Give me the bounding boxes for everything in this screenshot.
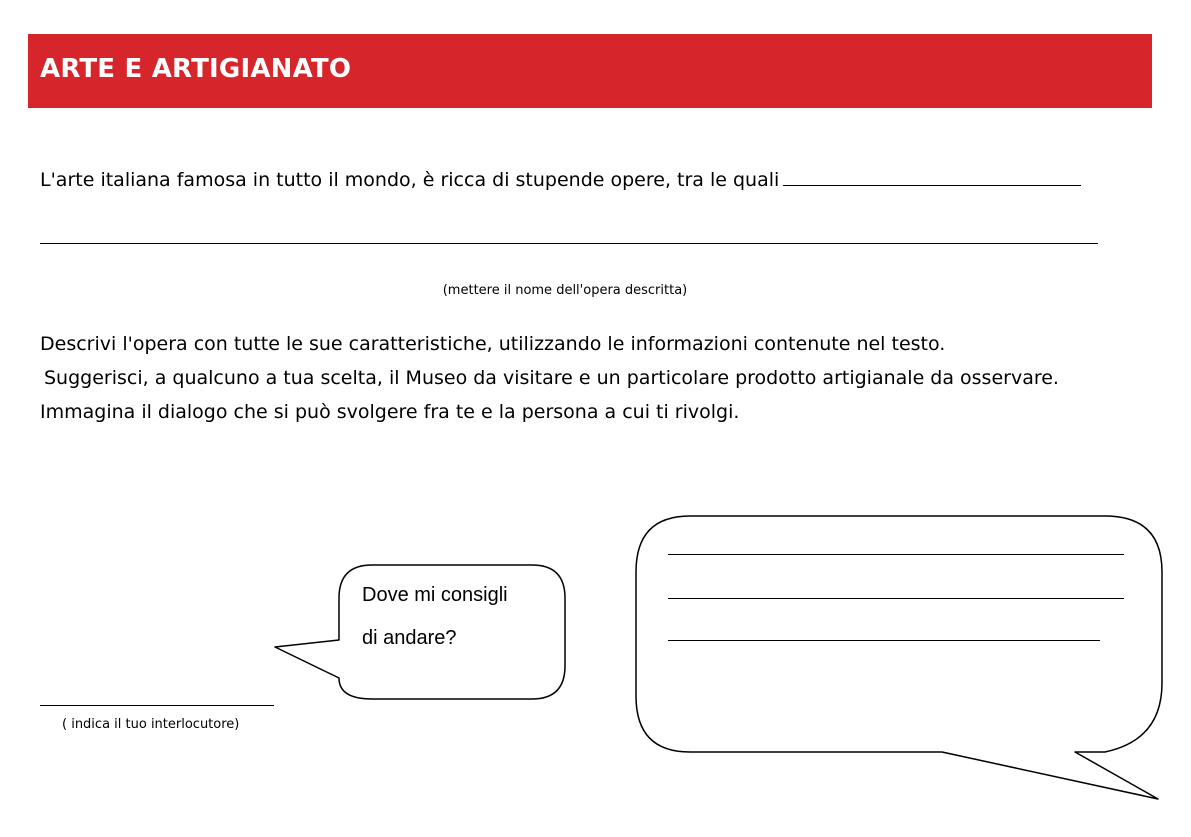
interlocutor-blank[interactable] <box>40 705 274 706</box>
instruction-suggest: Suggerisci, a qualcuno a tua scelta, il Museo da visitare e un particolare prodotto artigianale da osservare. <box>44 367 1059 389</box>
instruction-describe: Descrivi l'opera con tutte le sue caratteristiche, utilizzando le informazioni contenute nel testo. <box>40 333 946 355</box>
answer-line-3[interactable] <box>668 640 1100 641</box>
page-title: ARTE E ARTIGIANATO <box>40 54 352 84</box>
instruction-imagine: Immagina il dialogo che si può svolgere fra te e la persona a cui ti rivolgi. <box>40 401 740 423</box>
question-line-1: Dove mi consigli <box>362 584 508 606</box>
work-name-note: (mettere il nome dell'opera descritta) <box>442 283 688 298</box>
answer-line-1[interactable] <box>668 554 1124 555</box>
answer-speech-bubble <box>636 516 1162 799</box>
interlocutor-note: ( indica il tuo interlocutore) <box>62 717 240 732</box>
question-line-2: di andare? <box>362 627 457 649</box>
answer-line-2[interactable] <box>668 598 1124 599</box>
intro-text: L'arte italiana famosa in tutto il mondo, è ricca di stupende opere, tra le quali <box>40 169 780 191</box>
